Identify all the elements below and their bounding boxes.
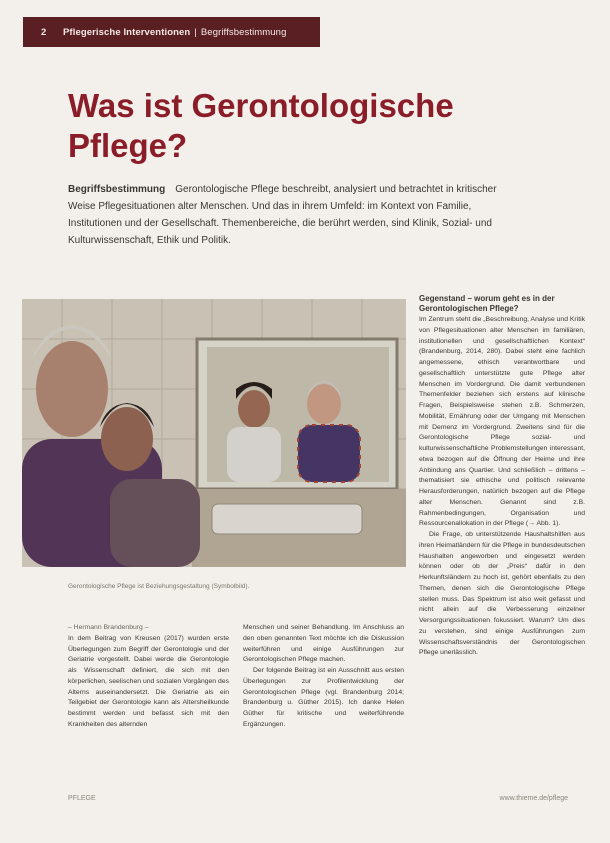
- footer-publication: PFLEGE: [68, 795, 96, 802]
- sidebar-paragraph-1: Im Zentrum steht die „Beschreibung, Analyse und Kritik von Pflegesituationen alter Menschen im familiären, institutionellen und gesellschaftlichen Kontext“ (Brandenburg, 2014, 280). Dabei steht eine fachlich angemessene, ethisch verantwortbare und gesellschaftlich unterstützte gute Pflege alter Menschen im Vordergrund. Die damit verbundenen Themenfelder beziehen sich erstens auf klinische Fragen, Beispielsweise stehen z.B. Schmerzen, Mobilität, Ernährung oder der Umgang mit Menschen mit Demenz im Vordergrund. Zweitens sind für die Gerontologische Pflege sozial- und kulturwissenschaftliche Problemstellungen interessant, etwa bezogen auf die Öffnung der Heime und ihre Anbindung ans Quartier. Und schließlich – drittens – thematisiert sie ethische und politisch relevante Herausforderungen, natürlich bezogen auf die Pflege alter Menschen. Genannt sind z.B. Rahmenbedingungen, Organisation und Ressourcenallokation in der Pflege (→ Abb. 1).: [419, 316, 585, 528]
- article-photo: [22, 299, 406, 567]
- article-title: Was ist Gerontologische Pflege?: [68, 87, 454, 164]
- section-title: Pflegerische Interventionen: [63, 26, 191, 38]
- footer-url: www.thieme.de/pflege: [499, 795, 568, 802]
- page-number: 2: [41, 26, 47, 38]
- body-paragraph-3: Der folgende Beitrag ist ein Ausschnitt aus ersten Überlegungen zur Profilentwicklung der Gerontologischen Pflege (vgl. Brandenburg 2014; Brandenburg u. Güther 2015). Ich danke Helen Güther für kritische und weiterführende Ergänzungen.: [243, 667, 404, 728]
- body-column-1: [68, 623, 229, 731]
- article-lead: [68, 181, 508, 249]
- author-byline: – Hermann Brandenburg –: [68, 624, 149, 631]
- lead-text: Gerontologische Pflege beschreibt, analysiert und betrachtet in kritischer Weise Pflegesituationen alter Menschen. Und das in ihrem Umfeld: im Kontext von Familie, Institutionen und der Gesellschaft. Themenbereiche, die berührt werden, sind Klinik, Sozial- und Kulturwissenschaft, Ethik und Politik.: [68, 184, 497, 246]
- subsection-title: Begriffsbestimmung: [200, 26, 287, 38]
- header-separator: |: [194, 26, 197, 38]
- photo-caption: Gerontologische Pflege ist Beziehungsgestaltung (Symbolbild).: [68, 583, 250, 590]
- sidebar-column: [419, 294, 585, 659]
- body-paragraph-1: In dem Beitrag von Kreusen (2017) wurden erste Überlegungen zum Begriff der Gerontologie und der Geriatrie vorgestellt. Dabei werde die Gerontologie als Wissenschaft definiert, die sich mit den körperlichen, seelischen und sozialen Vorgängen des Alterns auseinandersetzt. Die Geriatrie als ein Teilgebiet der Gerontologie kann als Altersheilkunde bestimmt werden und befasst sich mit den Krankheiten des alternden: [68, 634, 229, 728]
- sidebar-heading: Gegenstand – worum geht es in der Gerontologischen Pflege?: [419, 294, 555, 313]
- body-paragraph-2: Menschen und seiner Behandlung. Im Anschluss an den oben genannten Text möchte ich die Diskussion weiterführen und einige Ausführungen zur Gerontologischen Pflege machen.: [243, 624, 404, 664]
- section-header: [23, 17, 320, 47]
- lead-label: Begriffsbestimmung: [68, 184, 166, 195]
- body-column-2: [243, 623, 404, 731]
- sidebar-paragraph-2: Die Frage, ob unterstützende Haushaltshilfen aus ihren Heimatländern für die Pflege in bundesdeutschen Haushalten angeworben und eingesetzt werden können oder ob der „Preis“ dafür in den Herkunftsländern zu hoch ist, gehört ebenfalls zu den Themen, denen sich die Gerontologische Pflege stellen muss. Das Spektrum ist also weit gefasst und nicht allein auf die Verbesserung einzelner Versorgungssituationen fokussiert. Warum? Um dies zu verstehen, sind einige Ausführungen zum Wissenschaftsverständnis der Gerontologischen Pflege unerlässlich.: [419, 531, 585, 657]
- photo-illustration: [22, 299, 406, 567]
